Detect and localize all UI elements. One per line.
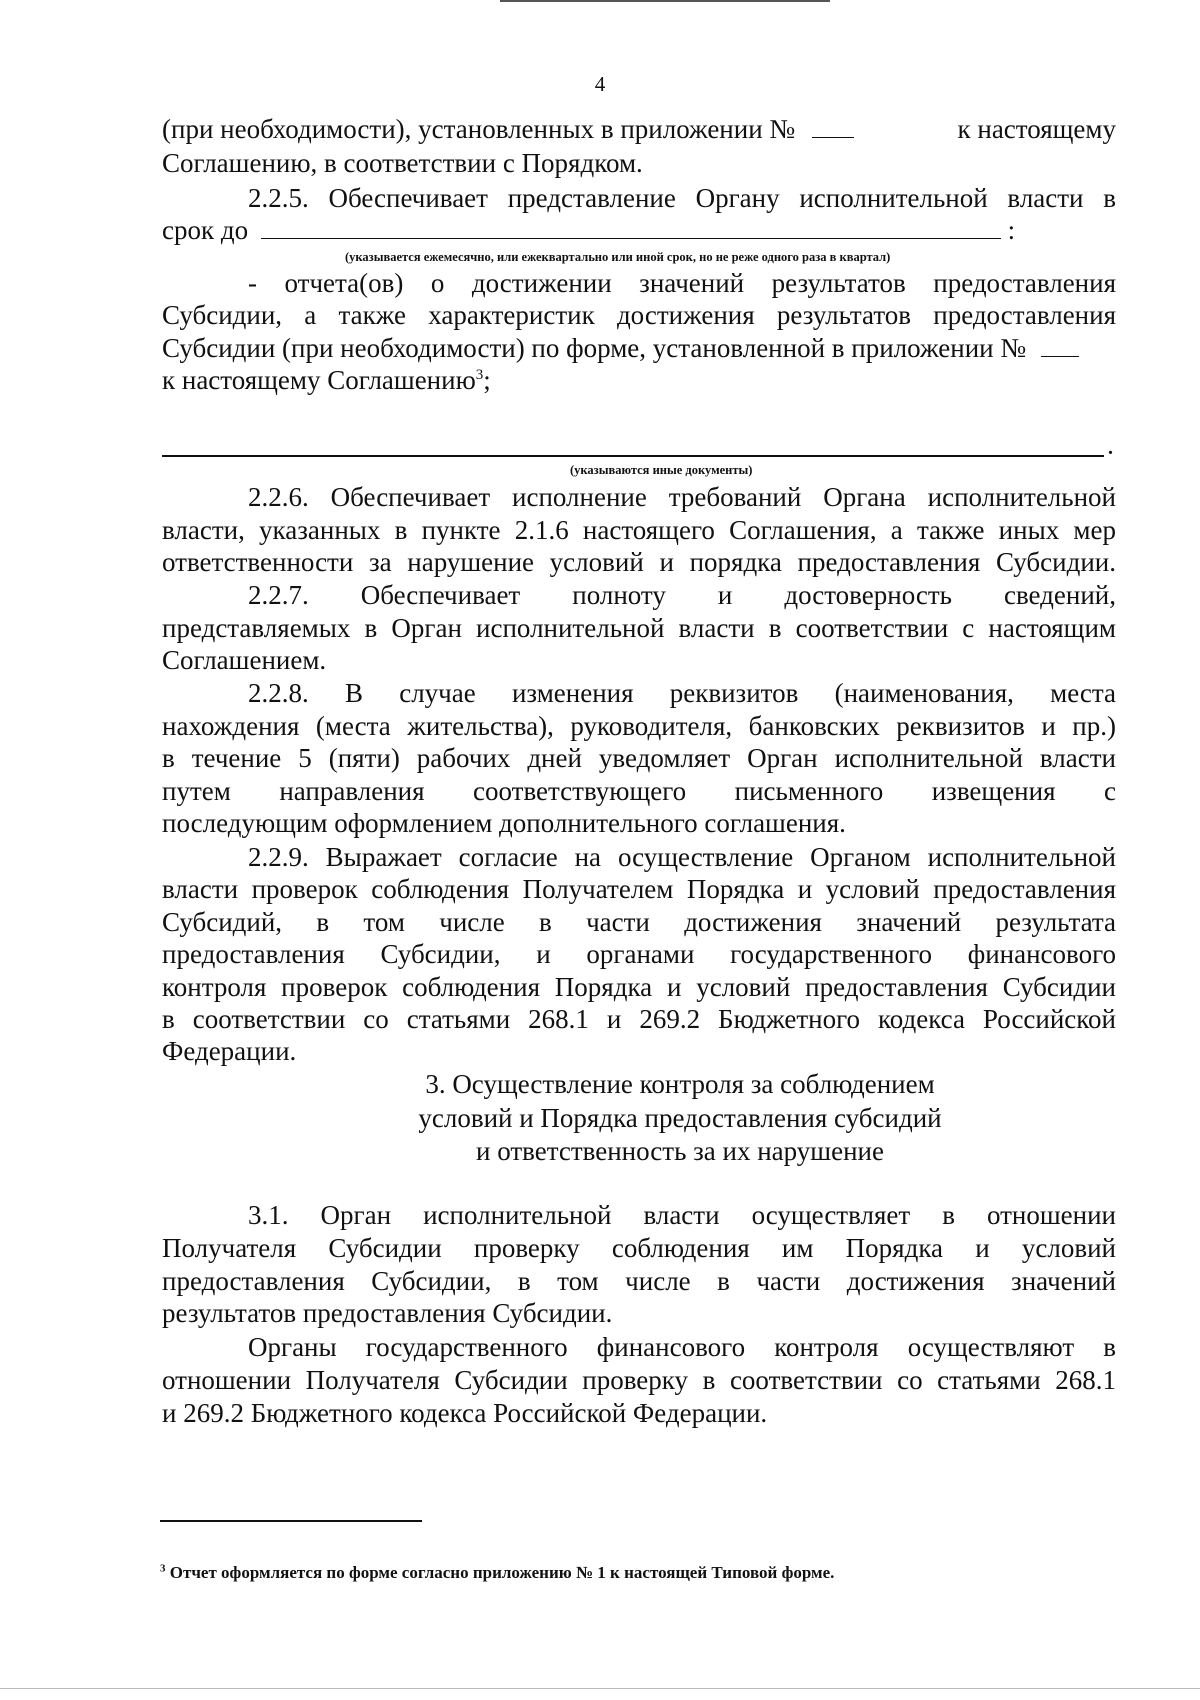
footnote-text: Отчет оформляется по форме согласно приложению № 1 к настоящей Типовой форме. xyxy=(169,1563,835,1582)
text-fragment: Субсидии (при необходимости) по форме, установленной в приложении № xyxy=(162,333,1027,363)
section-heading: и ответственность за их нарушение xyxy=(476,1136,884,1166)
scan-bottom-edge xyxy=(0,1688,1200,1689)
text-fragment: срок до xyxy=(162,215,249,245)
paragraph-2-2-5: 2.2.5. Обеспечивает представление Органу исполнительной власти в xyxy=(248,183,1116,213)
text-line: Соглашению, в соответствии с Порядком. xyxy=(162,148,643,178)
paragraph-3-1: 3.1. Орган исполнительной власти осуществляет в отношении xyxy=(248,1200,1116,1230)
paragraph-2-2-8: 2.2.8. В случае изменения реквизитов (наименования, места xyxy=(248,678,1116,708)
text-line: и 269.2 Бюджетного кодекса Российской Федерации. xyxy=(162,1398,768,1428)
text-line: предоставления Субсидии, в том числе в части достижения значений xyxy=(162,1266,1116,1296)
text-line: Федерации. xyxy=(162,1036,297,1066)
text-fragment: (при необходимости), установленных в приложении № xyxy=(162,114,796,144)
blank-field xyxy=(1041,332,1079,357)
text-fragment: к настоящему Соглашению xyxy=(162,365,476,395)
text-line: представляемых в Орган исполнительной власти в соответствии с настоящим xyxy=(162,613,1116,643)
footnote-mark: 3 xyxy=(160,1562,166,1575)
paragraph-2-2-9: 2.2.9. Выражает согласие на осуществление Органом исполнительной xyxy=(248,842,1116,872)
text-line: результатов предоставления Субсидии. xyxy=(162,1298,613,1328)
text-line xyxy=(162,331,1116,365)
text-line: Субсидий, в том числе в части достижения значений результата xyxy=(162,907,1116,937)
field-hint: (указываются иные документы) xyxy=(570,463,753,477)
footnote-separator xyxy=(160,1520,422,1522)
page-number: 4 xyxy=(594,72,606,96)
text-line: ответственности за нарушение условий и порядка предоставления Субсидии. xyxy=(162,547,1116,577)
text-line xyxy=(162,112,1116,146)
section-heading: условий и Порядка предоставления субсидий xyxy=(418,1103,942,1133)
blank-field xyxy=(812,113,854,138)
footnote xyxy=(160,1563,834,1583)
paragraph: Органы государственного финансового контроля осуществляют в xyxy=(248,1332,1116,1362)
text-line: путем направления соответствующего письменного извещения с xyxy=(162,776,1116,806)
text-line: власти, указанных в пункте 2.1.6 настоящего Соглашения, а также иных мер xyxy=(162,515,1116,545)
blank-field xyxy=(261,214,1001,239)
blank-line xyxy=(162,455,1104,457)
field-hint: (указывается ежемесячно, или ежеквартально или иной срок, но не реже одного раза в квартал) xyxy=(345,250,891,264)
text-line: предоставления Субсидии, и органами государственного финансового xyxy=(162,939,1116,969)
text-line xyxy=(162,213,1116,247)
text-fragment: : xyxy=(1007,215,1016,245)
paragraph-2-2-6: 2.2.6. Обеспечивает исполнение требований Органа исполнительной xyxy=(248,482,1116,512)
text-line: контроля проверок соблюдения Порядка и условий предоставления Субсидии xyxy=(162,972,1116,1002)
text-line: - отчета(ов) о достижении значений результатов предоставления xyxy=(248,268,1116,298)
text-line xyxy=(162,363,1116,397)
text-line: Соглашением. xyxy=(162,645,327,675)
text-fragment: ; xyxy=(483,365,491,395)
section-heading: 3. Осуществление контроля за соблюдением xyxy=(425,1069,935,1099)
text-line: нахождения (места жительства), руководителя, банковских реквизитов и пр.) xyxy=(162,711,1116,741)
text-line: последующим оформлением дополнительного соглашения. xyxy=(162,808,846,838)
text-line: власти проверок соблюдения Получателем Порядка и условий предоставления xyxy=(162,874,1116,904)
footnote-ref: 3 xyxy=(475,367,484,383)
text-line: Субсидии, а также характеристик достижения результатов предоставления xyxy=(162,300,1116,330)
text-line: Получателя Субсидии проверку соблюдения им Порядка и условий xyxy=(162,1233,1116,1263)
paragraph-2-2-7: 2.2.7. Обеспечивает полноту и достоверность сведений, xyxy=(248,580,1116,610)
text-fragment: . xyxy=(1108,437,1113,459)
text-fragment: к настоящему xyxy=(957,114,1116,144)
text-line: в течение 5 (пяти) рабочих дней уведомляет Орган исполнительной власти xyxy=(162,743,1116,773)
text-line: отношении Получателя Субсидии проверку в соответствии со статьями 268.1 xyxy=(162,1365,1116,1395)
text-line: в соответствии со статьями 268.1 и 269.2 Бюджетного кодекса Российской xyxy=(162,1004,1116,1034)
scan-top-edge xyxy=(500,0,830,2)
